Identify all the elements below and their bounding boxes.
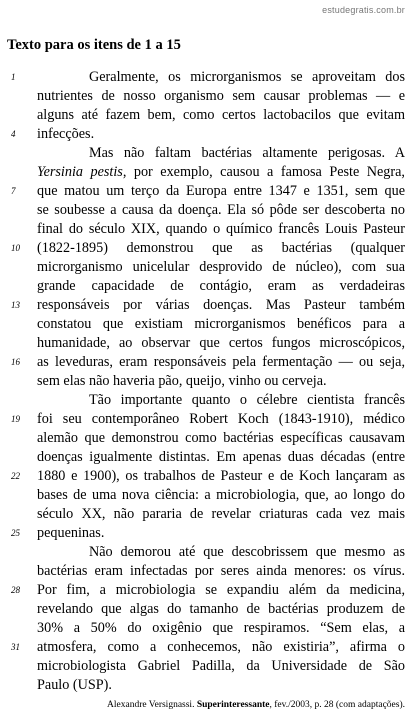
line-text: bactérias eram infectadas por seres ainda menores: os vírus. xyxy=(37,563,405,579)
text-line xyxy=(37,657,405,676)
text-line xyxy=(37,220,405,239)
line-text: 30% a 50% do oxigênio que respiramos. “Sem elas, a xyxy=(37,620,405,636)
line-text: Por fim, a microbiologia se expandiu além da medicina, xyxy=(37,582,405,598)
line-number: 13 xyxy=(11,300,20,310)
line-text: grande capacidade de contágio, eram as verdadeiras xyxy=(37,278,405,294)
line-text: Não demorou até que descobrissem que mesmo as xyxy=(89,544,405,560)
text-line xyxy=(37,619,405,638)
text-line xyxy=(37,87,405,106)
line-text: responsáveis por várias doenças. Mas Pasteur também xyxy=(37,297,405,313)
text-line xyxy=(37,201,405,220)
line-text: doenças igualmente distintas. Em apenas duas décadas (entre xyxy=(37,449,405,465)
line-text: humanidade, ao observar que certos fungos microscópicos, xyxy=(37,335,405,351)
line-text: as leveduras, eram responsáveis pela fermentação — ou seja, xyxy=(37,354,405,370)
line-text: século XX, não pararia de revelar criaturas cada vez mais xyxy=(37,506,405,522)
text-line xyxy=(37,391,405,410)
text-line xyxy=(37,505,405,524)
line-text: foi seu contemporâneo Robert Koch (1843-1910), médico xyxy=(37,411,405,427)
line-text: Yersinia pestis, por exemplo, causou a famosa Peste Negra, xyxy=(37,164,405,180)
line-text: Geralmente, os microrganismos se aproveitam dos xyxy=(89,69,405,85)
line-text: Mas não faltam bactérias altamente perigosas. A xyxy=(89,145,405,161)
line-text: microrganismo unicelular desprovido de núcleo), com sua xyxy=(37,259,405,275)
text-line xyxy=(37,429,405,448)
line-text: nutrientes de nosso organismo sem causar problemas — e xyxy=(37,88,405,104)
species-name: Yersinia pestis xyxy=(37,164,123,180)
text-line xyxy=(37,163,405,182)
line-text: constatou que existiam microrganismos benéficos para a xyxy=(37,316,405,332)
source-magazine: Superinteressante xyxy=(196,700,270,710)
line-number: 7 xyxy=(11,186,16,196)
line-text: alguns até fazem bem, como certos lactobacilos que evitam xyxy=(37,107,405,123)
line-text: (1822-1895) demonstrou que as bactérias (qualquer xyxy=(37,240,405,256)
article-text xyxy=(11,68,405,695)
line-text: pequeninas. xyxy=(37,525,105,541)
line-number: 1 xyxy=(11,72,16,82)
text-line xyxy=(37,543,405,562)
line-text: infecções. xyxy=(37,126,95,142)
line-text: atmosfera, como a conhecemos, não existiria”, afirma o xyxy=(37,639,405,655)
line-text: revelando que algas do tamanho de bactérias produzem de xyxy=(37,601,405,617)
text-line xyxy=(37,676,405,695)
line-number: 28 xyxy=(11,585,20,595)
text-line xyxy=(11,524,405,543)
line-text: bases de uma nova ciência: a microbiologia, que, ao longo do xyxy=(37,487,405,503)
text-line xyxy=(37,600,405,619)
line-number: 16 xyxy=(11,357,20,367)
line-text: Paulo (USP). xyxy=(37,677,112,693)
text-line xyxy=(11,239,405,258)
text-line xyxy=(11,68,405,87)
text-line xyxy=(37,277,405,296)
text-line xyxy=(37,334,405,353)
line-number: 4 xyxy=(11,129,16,139)
line-number: 22 xyxy=(11,471,20,481)
line-text: alemão que demonstrou como bactérias específicas causavam xyxy=(37,430,405,446)
line-text: microbiologista Gabriel Padilla, da Universidade de São xyxy=(37,658,405,674)
text-line xyxy=(11,467,405,486)
text-line xyxy=(37,486,405,505)
text-line xyxy=(37,562,405,581)
text-line xyxy=(11,410,405,429)
line-text: se soubesse a causa da doença. Ela só pôde ser descoberta no xyxy=(37,202,405,218)
line-text: Tão importante quanto o célebre cientista francês xyxy=(89,392,405,408)
text-line xyxy=(37,372,405,391)
text-line xyxy=(11,125,405,144)
line-text: que matou um terço da Europa entre 1347 e 1351, sem que xyxy=(37,183,405,199)
source-rest: , fev./2003, p. 28 (com adaptações). xyxy=(269,700,405,710)
line-number: 25 xyxy=(11,528,20,538)
site-watermark: estudegratis.com.br xyxy=(322,5,405,15)
line-text: sem elas não haveria pão, queijo, vinho ou cerveja. xyxy=(37,373,327,389)
text-line xyxy=(37,448,405,467)
line-number: 10 xyxy=(11,243,20,253)
line-number: 31 xyxy=(11,642,20,652)
text-line xyxy=(11,182,405,201)
text-line xyxy=(11,353,405,372)
text-line xyxy=(37,106,405,125)
source-citation xyxy=(107,700,405,710)
text-line xyxy=(37,315,405,334)
text-line xyxy=(11,638,405,657)
line-number: 19 xyxy=(11,414,20,424)
source-author: Alexandre Versignassi. xyxy=(107,700,195,710)
section-heading: Texto para os itens de 1 a 15 xyxy=(7,37,181,53)
text-line xyxy=(11,581,405,600)
line-text: 1880 e 1900), os trabalhos de Pasteur e de Koch lançaram as xyxy=(37,468,405,484)
text-line xyxy=(37,258,405,277)
text-line xyxy=(11,296,405,315)
line-text: final do século XIX, quando o químico francês Louis Pasteur xyxy=(37,221,405,237)
text-line xyxy=(37,144,405,163)
